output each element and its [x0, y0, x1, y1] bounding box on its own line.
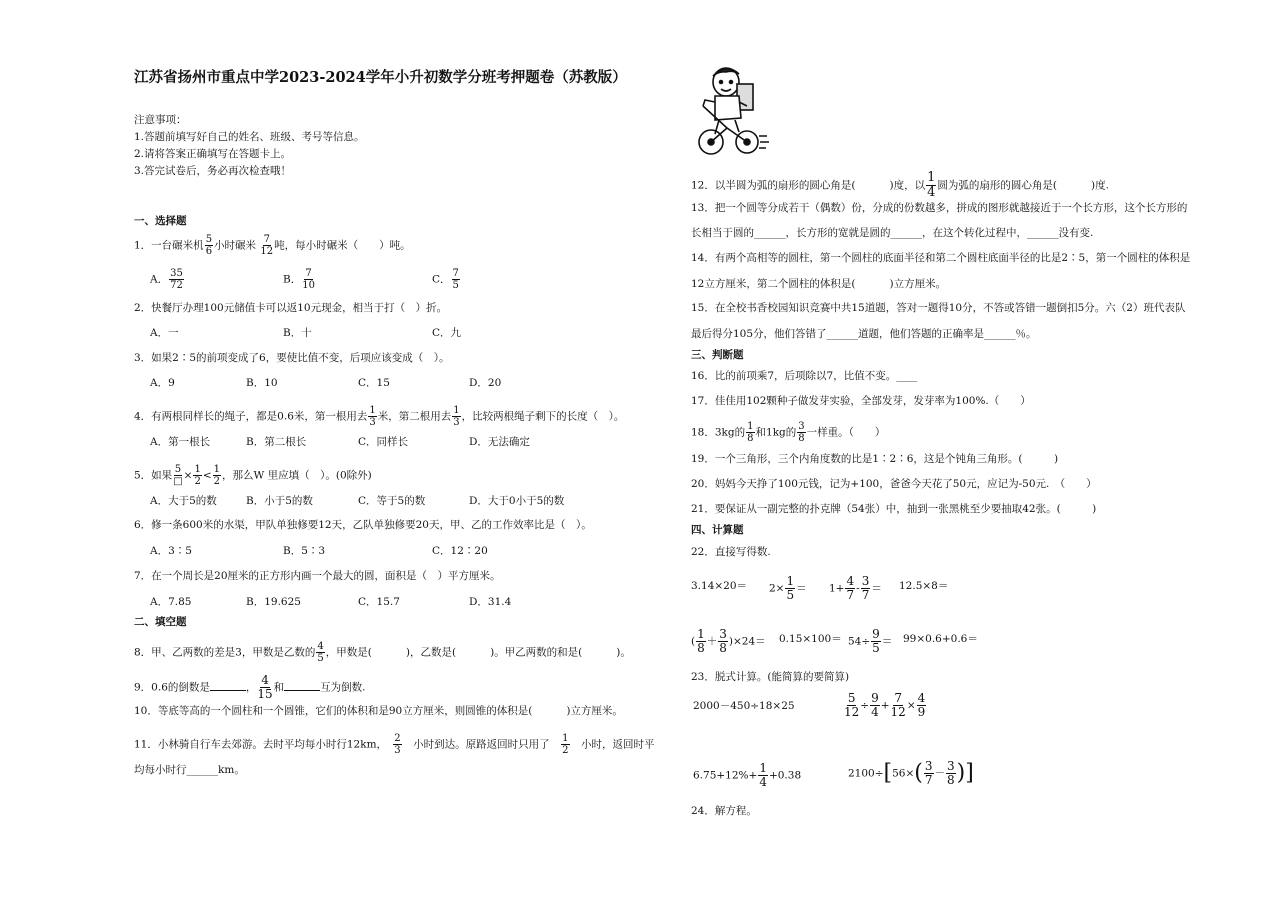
- question-13-line-2: 长相当于圆的______，长方形的宽就是圆的______，在这个转化过程中，______没有变.: [691, 227, 1094, 239]
- question-16: 16．比的前项乘7，后项除以7，比值不变。____: [691, 370, 918, 382]
- option-a[interactable]: A． $\frac{35}{72}$: [150, 268, 183, 291]
- calc-item: 1+ $\frac{4}{7}$ - $\frac{3}{7}$ ＝: [829, 574, 882, 602]
- note-item: 1.答题前填写好自己的姓名、班级、考号等信息。: [134, 131, 365, 143]
- calc-item: 99×0.6+0.6＝: [903, 633, 978, 645]
- question-19: 19．一个三角形，三个内角度数的比是1∶2∶6，这是个钝角三角形。( ): [691, 453, 1059, 465]
- question-11-line-2: 均每小时行______km。: [134, 764, 245, 776]
- option-a[interactable]: A．一: [150, 327, 179, 339]
- option-d[interactable]: D．20: [469, 377, 502, 389]
- option-a[interactable]: A．7.85: [150, 596, 192, 608]
- question-20: 20．妈妈今天挣了100元钱，记为+100，爸爸今天花了50元，应记为-50元. （ ）: [691, 478, 1097, 490]
- calc-item: 2000－450÷18×25: [693, 700, 795, 712]
- question-4: 4．有两根同样长的绳子，都是0.6米，第一根用去 $\frac{1}{3}$ 米，第二根用去 $\frac{1}{3}$ ，比较两根绳子剩下的长度（ ）。: [134, 405, 625, 428]
- option-a[interactable]: A．9: [150, 377, 175, 389]
- question-8: 8．甲、乙两数的差是3，甲数是乙数的 $\frac{4}{5}$ ，甲数是( )，乙数是( )。甲乙两数的和是( )。: [134, 641, 631, 664]
- option-c[interactable]: C．同样长: [358, 436, 409, 448]
- section-heading-judge: 三、判断题: [691, 349, 744, 361]
- calc-item: 54÷ $\frac{9}{5}$ ＝: [848, 627, 893, 655]
- option-c[interactable]: C．12∶20: [432, 545, 488, 557]
- question-22: 22．直接写得数.: [691, 546, 771, 558]
- option-b[interactable]: B． $\frac{7}{10}$: [283, 268, 315, 291]
- question-9: 9．0.6的倒数是 ， $\frac{4}{15}$ 和 互为倒数.: [134, 673, 366, 701]
- note-item: 2.请将答案正确填写在答题卡上。: [134, 148, 292, 160]
- question-11: 11．小林骑自行车去郊游。去时平均每小时行12km， $\frac{2}{3}$ 小时到达。原路返回时只用了 $\frac{1}{2}$ 小时，返回时平: [134, 733, 655, 756]
- option-b[interactable]: B．10: [246, 377, 278, 389]
- option-a[interactable]: A．大于5的数: [150, 495, 217, 507]
- option-d[interactable]: D．大于0小于5的数: [469, 495, 565, 507]
- calc-item: 12.5×8＝: [899, 580, 949, 592]
- option-b[interactable]: B．十: [283, 327, 312, 339]
- question-12: 12．以半圆为弧的扇形的圆心角是( )度，以 $\frac{1}{4}$ 圆为弧的扇形的圆心角是( )度.: [691, 170, 1109, 200]
- section-heading-fill: 二、填空题: [134, 616, 187, 628]
- question-24: 24．解方程。: [691, 805, 757, 817]
- question-15: 15．在全校书香校园知识竞赛中共15道题，答对一题得10分，不答或答错一题倒扣5分。六（2）班代表队: [691, 302, 1186, 314]
- option-c[interactable]: C．等于5的数: [358, 495, 426, 507]
- option-a[interactable]: A．第一根长: [150, 436, 211, 448]
- calc-item: 3.14×20＝: [691, 580, 748, 592]
- question-3: 3．如果2∶5的前项变成了6，要使比值不变，后项应该变成（ ）。: [134, 352, 450, 364]
- section-heading-calc: 四、计算题: [691, 524, 744, 536]
- calc-item: ( $\frac{1}{8}$ ＋ $\frac{3}{8}$ )×24＝: [691, 627, 766, 655]
- option-c[interactable]: C．15.7: [358, 596, 400, 608]
- note-item: 3.答完试卷后，务必再次检查哦！: [134, 165, 292, 177]
- section-heading-choice: 一、选择题: [134, 215, 187, 227]
- notes-heading: 注意事项：: [134, 114, 187, 126]
- option-d[interactable]: D．无法确定: [469, 436, 530, 448]
- calc-item: 0.15×100＝: [779, 633, 842, 645]
- option-d[interactable]: D．31.4: [469, 596, 512, 608]
- question-23: 23．脱式计算。(能简算的要简算): [691, 671, 850, 683]
- question-5: 5．如果 5 □ × $\frac{1}{2}$ < $\frac{1}{2}$ ，那么W 里应填（ ）。(0除外): [134, 464, 372, 487]
- option-b[interactable]: B．小于5的数: [246, 495, 313, 507]
- calc-item: 2× $\frac{1}{5}$ ＝: [769, 574, 807, 602]
- question-14: 14．有两个高相等的圆柱，第一个圆柱的底面半径和第二个圆柱底面半径的比是2∶5，第一个圆柱的体积是: [691, 252, 1191, 264]
- option-b[interactable]: B．第二根长: [246, 436, 307, 448]
- question-10: 10．等底等高的一个圆柱和一个圆锥，它们的体积和是90立方厘米，则圆锥的体积是( )立方厘米。: [134, 705, 623, 717]
- option-c[interactable]: C．15: [358, 377, 390, 389]
- option-c[interactable]: C．九: [432, 327, 462, 339]
- question-15-line-2: 最后得分105分，他们答错了______道题，他们答题的正确率是______％。: [691, 328, 1037, 340]
- question-17: 17．佳佳用102颗种子做发芽实验，全部发芽，发芽率为100%.（ ）: [691, 395, 1031, 407]
- page-title: 江苏省扬州市重点中学2023-2024学年小升初数学分班考押题卷（苏教版）: [134, 69, 627, 86]
- question-21: 21．要保证从一副完整的扑克牌（54张）中，抽到一张黑桃至少要抽取42张。( ): [691, 503, 1097, 515]
- option-b[interactable]: B．5∶3: [283, 545, 326, 557]
- question-14-line-2: 12立方厘米，第二个圆柱的体积是( )立方厘米。: [691, 278, 947, 290]
- option-a[interactable]: A．3∶5: [150, 545, 192, 557]
- question-18: 18．3kg的 $\frac{1}{8}$ 和1kg的 $\frac{3}{8}$ 一样重。（ ）: [691, 421, 886, 444]
- calc-item: $\frac{5}{12}$ ÷ $\frac{9}{4}$ + $\frac{7}{12}$ × $\frac{4}{9}$: [844, 691, 926, 719]
- option-b[interactable]: B．19.625: [246, 596, 301, 608]
- question-7: 7．在一个周长是20厘米的正方形内画一个最大的圆，面积是（ ）平方厘米。: [134, 570, 501, 582]
- question-2: 2．快餐厅办理100元储值卡可以返10元现金，相当于打（ ）折。: [134, 302, 448, 314]
- question-6: 6．修一条600米的水渠，甲队单独修要12天，乙队单独修要20天，甲、乙的工作效率比是（ ）。: [134, 519, 592, 531]
- question-1: 1．一台碾米机 $\frac{5}{6}$ 小时碾米 $\frac{7}{12}$ 吨，每小时碾米（ ）吨。: [134, 234, 411, 257]
- calc-item: 6.75+12%+ $\frac{1}{4}$ +0.38: [693, 761, 802, 789]
- calc-item: 2100÷[56×( $\frac{3}{7}$ － $\frac{3}{8}$ )]: [848, 759, 974, 787]
- question-13: 13．把一个圆等分成若干（偶数）份，分成的份数越多，拼成的图形就越接近于一个长方形，这个长方形的: [691, 202, 1188, 214]
- option-c[interactable]: C． $\frac{7}{5}$: [432, 268, 459, 291]
- boy-on-bicycle-illustration: [693, 62, 771, 158]
